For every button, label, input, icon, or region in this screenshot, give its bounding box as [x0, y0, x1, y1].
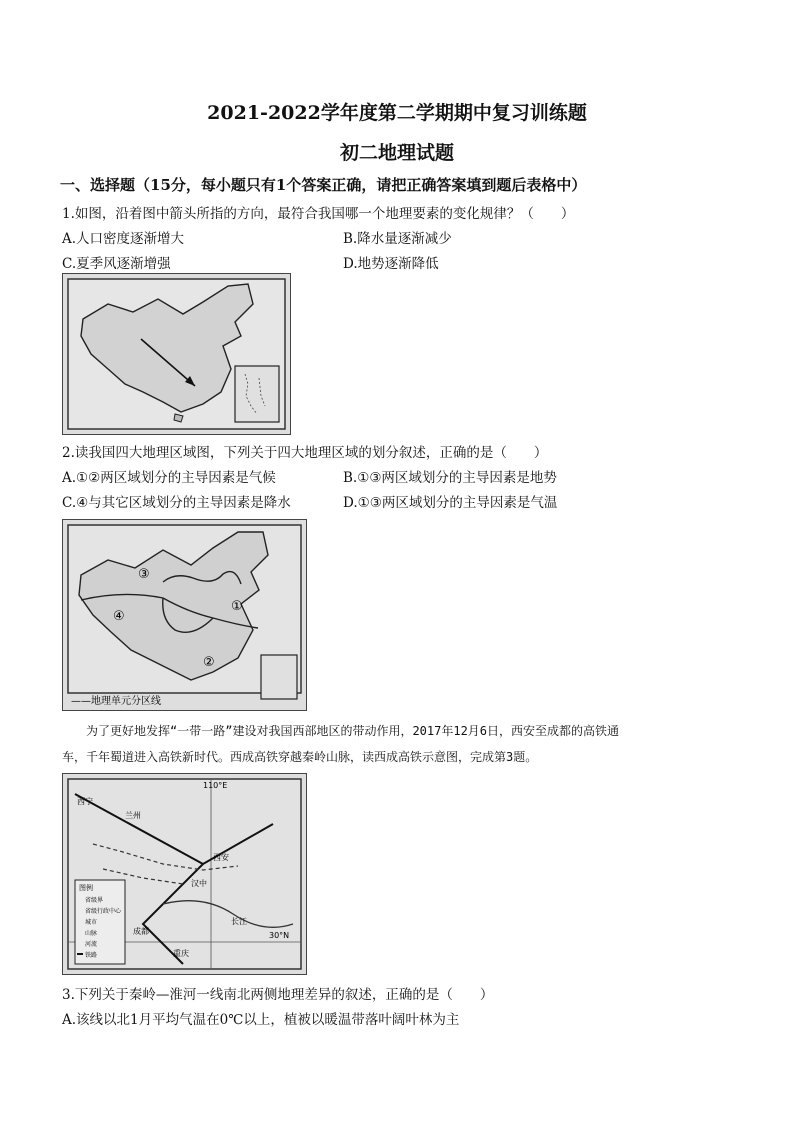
place-chongqing: 重庆 — [173, 949, 189, 958]
longitude-label: 110°E — [203, 781, 228, 790]
map-legend — [75, 880, 125, 964]
legend-title: 图例 — [79, 884, 93, 892]
latitude-label: 30°N — [269, 931, 290, 940]
passage-line-1: 为了更好地发挥“一带一路”建设对我国西部地区的带动作用，2017年12月6日，西安至成都的高铁通 — [86, 724, 620, 738]
q1-option-a: A.人口密度逐渐增大 — [62, 231, 185, 247]
q2-option-d: D.①③两区域划分的主导因素是气温 — [343, 495, 558, 511]
exam-subtitle: 初二地理试题 — [339, 142, 454, 164]
q1-option-b: B.降水量逐渐减少 — [343, 231, 452, 247]
legend-item: 省级行政中心 — [85, 908, 122, 915]
south-china-sea-inset — [235, 366, 279, 422]
section-heading: 一、选择题（15分，每小题只有1个答案正确，请把正确答案填到题后表格中） — [60, 176, 587, 194]
region-4-label: ④ — [113, 609, 125, 624]
legend-item: 城市 — [85, 919, 98, 926]
place-changjiang: 长江 — [231, 917, 247, 926]
china-map-arrow — [62, 273, 291, 435]
place-chengdu: 成都 — [133, 927, 149, 936]
q1-option-c: C.夏季风逐渐增强 — [62, 256, 171, 272]
region-3-label: ③ — [138, 567, 150, 582]
four-regions-map — [62, 519, 307, 711]
passage-line-2: 车，千年蜀道进入高铁新时代。西成高铁穿越秦岭山脉，读西成高铁示意图，完成第3题。 — [62, 750, 538, 764]
q2-option-b: B.①③两区域划分的主导因素是地势 — [343, 470, 557, 486]
q3-option-a: A.该线以北1月平均气温在0℃以上，植被以暖温带落叶阔叶林为主 — [62, 1012, 460, 1028]
region-2-label: ② — [203, 655, 215, 670]
q2-option-c: C.④与其它区域划分的主导因素是降水 — [62, 495, 291, 511]
question-3-stem: 3.下列关于秦岭—淮河一线南北两侧地理差异的叙述，正确的是（ ） — [62, 987, 494, 1003]
q2-option-a: A.①②两区域划分的主导因素是气候 — [62, 470, 276, 486]
legend-text: ——地理单元分区线 — [71, 696, 161, 707]
south-china-sea-inset — [261, 655, 297, 699]
legend-item: 铁路 — [85, 952, 98, 959]
exam-title: 2021-2022学年度第二学期期中复习训练题 — [207, 102, 587, 124]
legend-item: 省级界 — [85, 897, 104, 904]
place-xining: 西宁 — [77, 797, 93, 806]
question-1-stem: 1.如图，沿着图中箭头所指的方向，最符合我国哪一个地理要素的变化规律？（ ） — [62, 206, 575, 222]
xicheng-railway-map — [62, 773, 307, 975]
place-xian: 西安 — [213, 853, 229, 862]
q1-option-d: D.地势逐渐降低 — [343, 256, 439, 272]
region-1-label: ① — [231, 599, 243, 614]
place-hanzhong: 汉中 — [191, 879, 207, 888]
question-2-stem: 2.读我国四大地理区域图，下列关于四大地理区域的划分叙述，正确的是（ ） — [62, 445, 548, 461]
legend-item: 河流 — [85, 941, 98, 948]
place-lanzhou: 兰州 — [125, 811, 141, 820]
legend-item: 山脉 — [85, 930, 98, 937]
